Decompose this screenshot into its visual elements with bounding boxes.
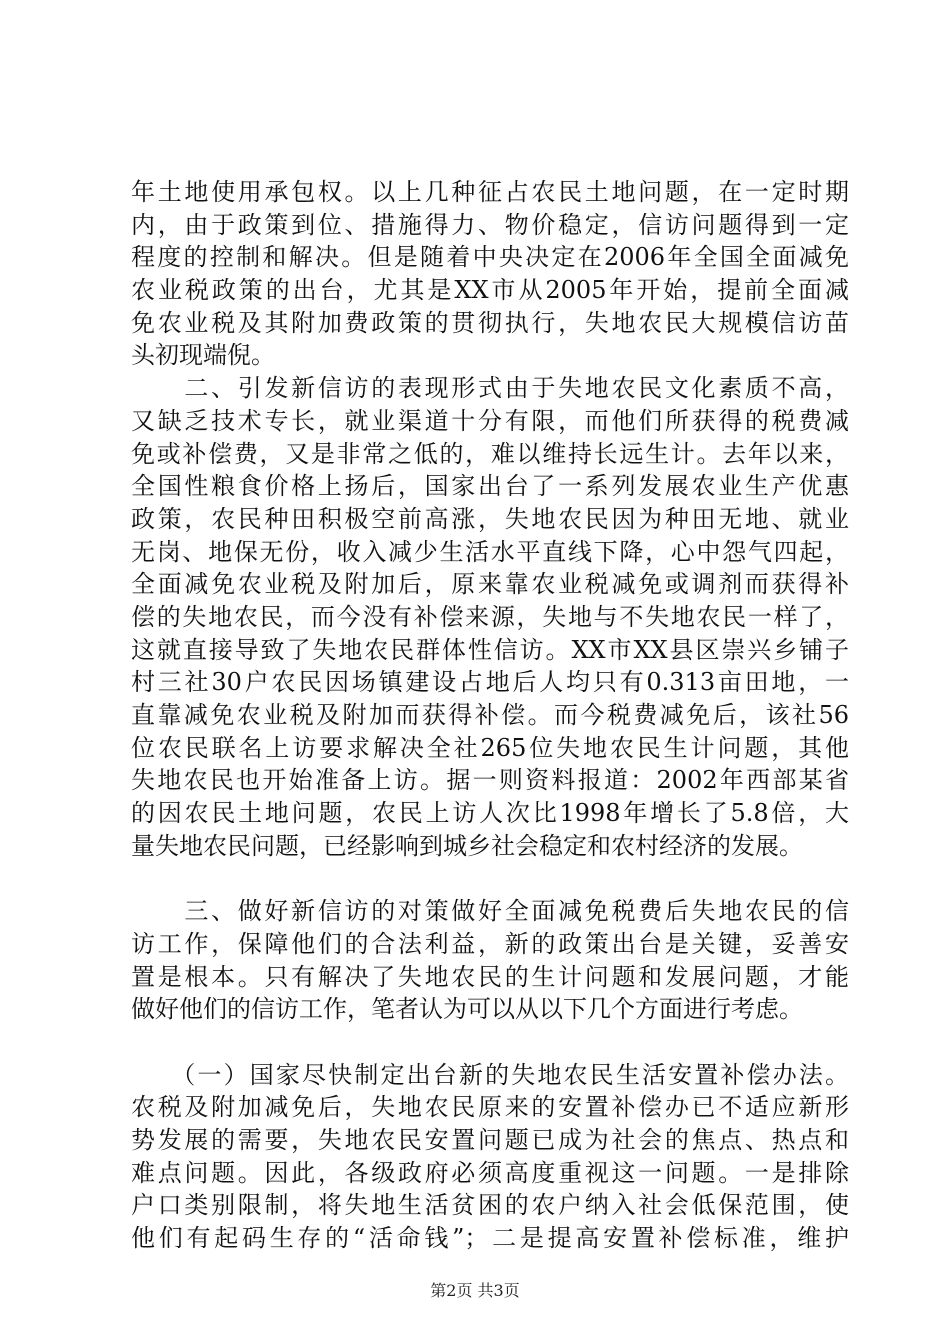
text-line: 做好他们的信访工作，笔者认为可以从以下几个方面进行考虑。 xyxy=(131,995,803,1024)
page-number-footer: 第2页 共3页 xyxy=(430,1281,520,1300)
text-line: 势发展的需要，失地农民安置问题已成为社会的焦点、热点和 xyxy=(131,1125,849,1154)
text-line: 户口类别限制，将失地生活贫困的农户纳入社会低保范围，使 xyxy=(131,1191,849,1220)
text-line: 位农民联名上访要求解决全社265位失地农民生计问题，其他 xyxy=(131,733,849,762)
text-line: （一）国家尽快制定出台新的失地农民生活安置补偿办法。 xyxy=(131,1060,849,1089)
text-line: 程度的控制和解决。但是随着中央决定在2006年全国全面减免 xyxy=(131,243,849,272)
text-line: 头初现端倪。 xyxy=(131,341,275,370)
text-line: 农业税政策的出台，尤其是XX市从2005年开始，提前全面减 xyxy=(131,276,849,305)
paragraph-4 xyxy=(131,1059,849,1255)
text-line: 免农业税及其附加费政策的贯彻执行，失地农民大规模信访苗 xyxy=(131,308,849,337)
text-line: 置是根本。只有解决了失地农民的生计问题和发展问题，才能 xyxy=(131,962,849,991)
text-line: 失地农民也开始准备上访。据一则资料报道：2002年西部某省 xyxy=(131,766,849,795)
paragraph-1 xyxy=(131,176,849,372)
text-line: 难点问题。因此，各级政府必须高度重视这一问题。一是排除 xyxy=(131,1158,849,1187)
paragraph-spacer xyxy=(131,862,849,895)
text-line: 又缺乏技术专长，就业渠道十分有限，而他们所获得的税费减 xyxy=(131,406,849,435)
text-line: 免或补偿费，又是非常之低的，难以维持长远生计。去年以来， xyxy=(131,439,849,468)
document-body xyxy=(131,176,849,1255)
text-line: 全面减免农业税及附加后，原来靠农业税减免或调剂而获得补 xyxy=(131,570,849,599)
text-line: 直靠减免农业税及附加而获得补偿。而今税费减免后，该社56 xyxy=(131,701,849,729)
text-line: 内，由于政策到位、措施得力、物价稳定，信访问题得到一定 xyxy=(131,210,849,239)
text-line: 年土地使用承包权。以上几种征占农民土地问题，在一定时期 xyxy=(131,178,849,206)
text-line: 村三社30户农民因场镇建设占地后人均只有0.313亩田地，一 xyxy=(131,668,849,697)
text-line: 三、做好新信访的对策做好全面减免税费后失地农民的信 xyxy=(131,897,849,926)
paragraph-3 xyxy=(131,895,849,1026)
paragraph-2 xyxy=(131,372,849,862)
text-line: 这就直接导致了失地农民群体性信访。XX市XX县区崇兴乡铺子 xyxy=(131,635,849,664)
text-line: 政策，农民种田积极空前高涨，失地农民因为种田无地、就业 xyxy=(131,504,849,533)
text-line: 量失地农民问题，已经影响到城乡社会稳定和农村经济的发展。 xyxy=(131,831,803,860)
text-line: 全国性粮食价格上扬后，国家出台了一系列发展农业生产优惠 xyxy=(131,472,849,501)
text-line: 访工作，保障他们的合法利益，新的政策出台是关键，妥善安 xyxy=(131,929,849,958)
text-line: 偿的失地农民，而今没有补偿来源，失地与不失地农民一样了， xyxy=(131,602,849,631)
paragraph-spacer xyxy=(131,1026,849,1059)
text-line: 的因农民土地问题，农民上访人次比1998年增长了5.8倍，大 xyxy=(131,799,849,828)
text-line: 无岗、地保无份，收入减少生活水平直线下降，心中怨气四起， xyxy=(131,537,849,566)
text-line: 农税及附加减免后，失地农民原来的安置补偿办已不适应新形 xyxy=(131,1093,849,1122)
text-line: 二、引发新信访的表现形式由于失地农民文化素质不高， xyxy=(131,374,849,403)
text-line: 他们有起码生存的“活命钱”；二是提高安置补偿标准，维护 xyxy=(131,1224,849,1252)
